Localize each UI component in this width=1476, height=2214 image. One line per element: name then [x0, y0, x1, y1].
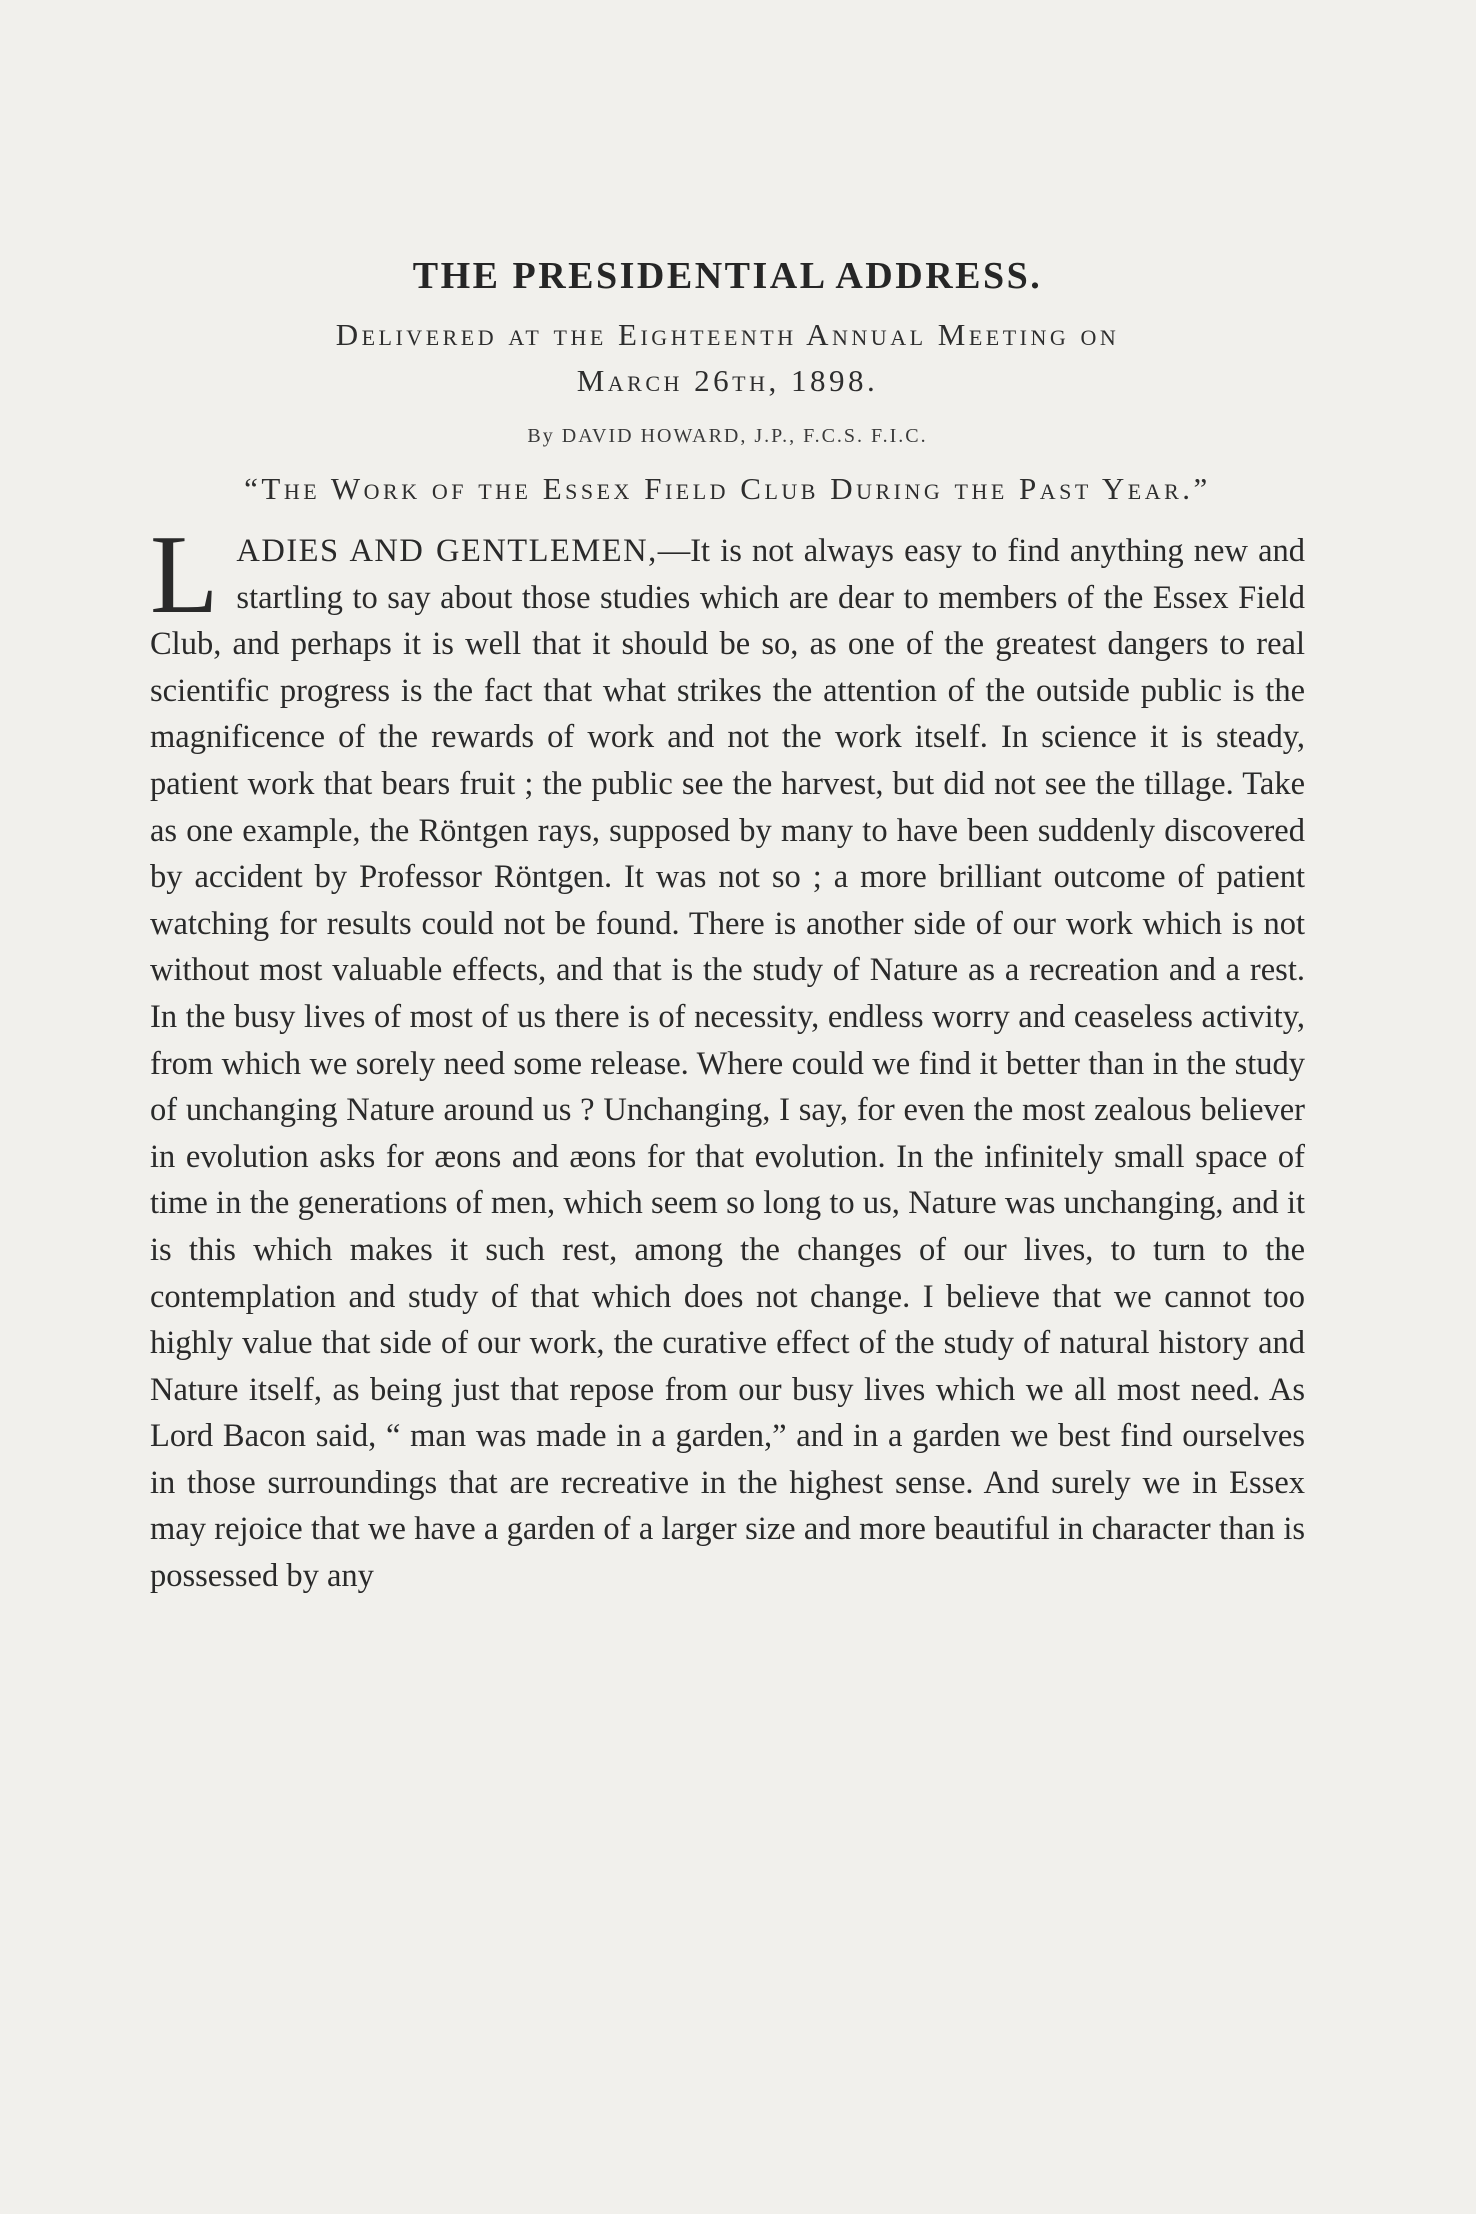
subtitle-line-2: March 26th, 1898.: [576, 363, 879, 398]
opening-caps: ADIES AND GENTLEMEN,: [236, 533, 658, 569]
page-title: THE PRESIDENTIAL ADDRESS.: [412, 255, 1043, 297]
drop-cap: L: [150, 513, 219, 637]
work-title: “The Work of the Essex Field Club During the Past Year.”: [244, 471, 1211, 506]
document-page: [150, 250, 1305, 1600]
body-paragraph: [150, 513, 1305, 1600]
subtitle-line-1: Delivered at the Eighteenth Annual Meeting on: [335, 317, 1120, 352]
body-text: —It is not always easy to find anything new and startling to say about those studies which are dear to members of the Essex Field Club, and perhaps it is well that it should be so, as one of the greatest dangers to real scientific progress is the fact that what strikes the attention of the outside public is the magnificence of the rewards of work and not the work itself. In science it is steady, patient work that bears fruit ; the public see the harvest, but did not see the tillage. Take as one example, the Röntgen rays, supposed by many to have been suddenly discovered by accident by Professor Röntgen. It was not so ; a more brilliant outcome of patient watching for results could not be found. There is another side of our work which is not without most valuable effects, and that is the study of Nature as a recreation and a rest. In the busy lives of most of us there is of necessity, endless worry and ceaseless activity, from which we sorely need some release. Where could we find it better than in the study of unchanging Nature around us ? Unchanging, I say, for even the most zealous believer in evolution asks for æons and æons for that evolution. In the infinitely small space of time in the generations of men, which seem so long to us, Nature was unchanging, and it is this which makes it such rest, among the changes of our lives, to turn to the contemplation and study of that which does not change. I believe that we cannot too highly value that side of our work, the curative effect of the study of natural history and Nature itself, as being just that repose from our busy lives which we all most need. As Lord Bacon said, “ man was made in a garden,” and in a garden we best find ourselves in those surroundings that are recreative in the highest sense. And surely we in Essex may rejoice that we have a garden of a larger size and more beautiful in character than is possessed by any: [150, 533, 1305, 1595]
byline: By DAVID HOWARD, J.P., F.C.S. F.I.C.: [527, 425, 928, 447]
